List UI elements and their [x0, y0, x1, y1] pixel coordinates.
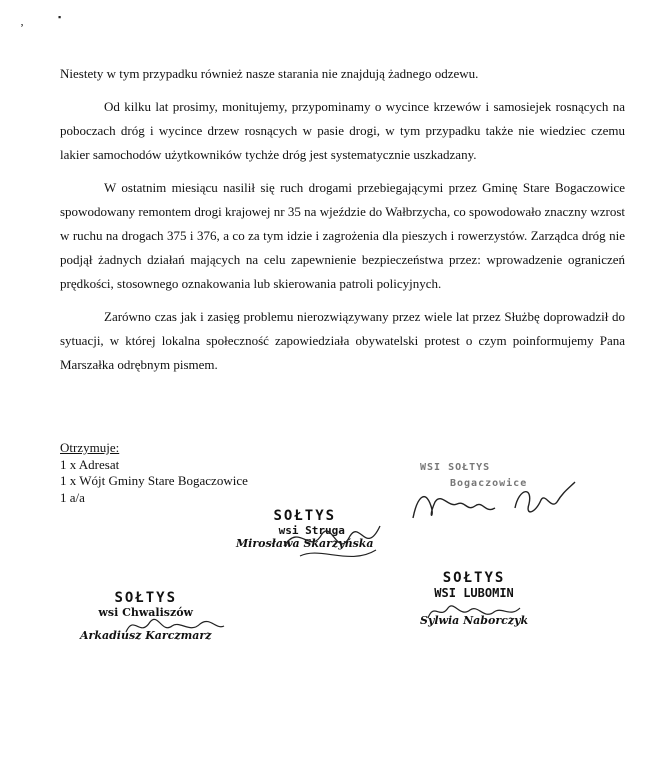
- recipient-item: 1 x Wójt Gminy Stare Bogaczowice: [60, 473, 248, 488]
- paragraph: Od kilku lat prosimy, monitujemy, przypominamy o wycince krzewów i samosiejek rosnących na poboczach dróg i wycince drzew rosnących w pasie drogi, w tym przypadku także nie wiedziec czemu lakier samochodów użytkowników tychże dróg jest systematycznie uszkadzany.: [60, 99, 625, 162]
- paragraph: W ostatnim miesiącu nasilił się ruch drogami przebiegającymi przez Gminę Stare Bogaczowice spowodowany remontem drogi krajowej nr 35 na wjeździe do Wałbrzycha, co spowodowało znaczny wzrost w ruchu na drogach 375 i 376, a co za tym idzie i zagrożenia dla pieszych i rowerzystów. Zarządca dróg nie podjął żadnych działań mających na celu zapewnienie bezpieczeństwa przez: wprowadzenie ograniczeń prędkości, stosownego oznakowania lub skierowania patroli policyjnych.: [60, 180, 625, 291]
- recipients-header: Otrzymuje:: [60, 440, 120, 455]
- signature-pawel: [405, 478, 585, 528]
- signature-lubomin: [424, 594, 534, 628]
- stamp-person: Sylwia Naborczyk: [420, 614, 529, 627]
- paragraph: Niestety w tym przypadku również nasze starania nie znajdują żadnego odzewu.: [60, 66, 479, 81]
- corner-mark: ▪: [58, 12, 62, 22]
- stamp-title: SOŁTYS: [114, 590, 178, 606]
- stamp-person: Arkadiusz Karczmarz: [80, 629, 212, 642]
- stamp-person: Mirosława Skarzyńska: [236, 537, 374, 550]
- stamp-village: WSI LUBOMIN: [434, 586, 514, 600]
- signature-chwaliszow: [120, 604, 230, 644]
- stamp-title: SOŁTYS: [442, 570, 506, 586]
- recipient-item: 1 a/a: [60, 489, 85, 505]
- recipients-list: [60, 440, 248, 506]
- letter-body: [60, 62, 625, 377]
- corner-mark: ‚: [20, 14, 24, 28]
- recipient-item: 1 x Adresat: [60, 456, 120, 472]
- paragraph: Zarówno czas jak i zasięg problemu nierozwiązywany przez wiele lat przez Służbę doprowadził do sytuacji, w której lokalna społeczność zapowiedziała obywatelski protest o czym poinformujemy Pana Marszałka odrębnym pismem.: [60, 309, 625, 372]
- stamp-village: wsi Chwaliszów: [98, 606, 194, 619]
- faded-stamp-line: WSI SOŁTYS: [420, 462, 491, 473]
- signature-struga: [280, 516, 390, 572]
- faded-stamp-line: Bogaczowice: [450, 478, 528, 489]
- stamp-village: wsi Struga: [278, 524, 345, 537]
- stamp-title: SOŁTYS: [273, 508, 337, 524]
